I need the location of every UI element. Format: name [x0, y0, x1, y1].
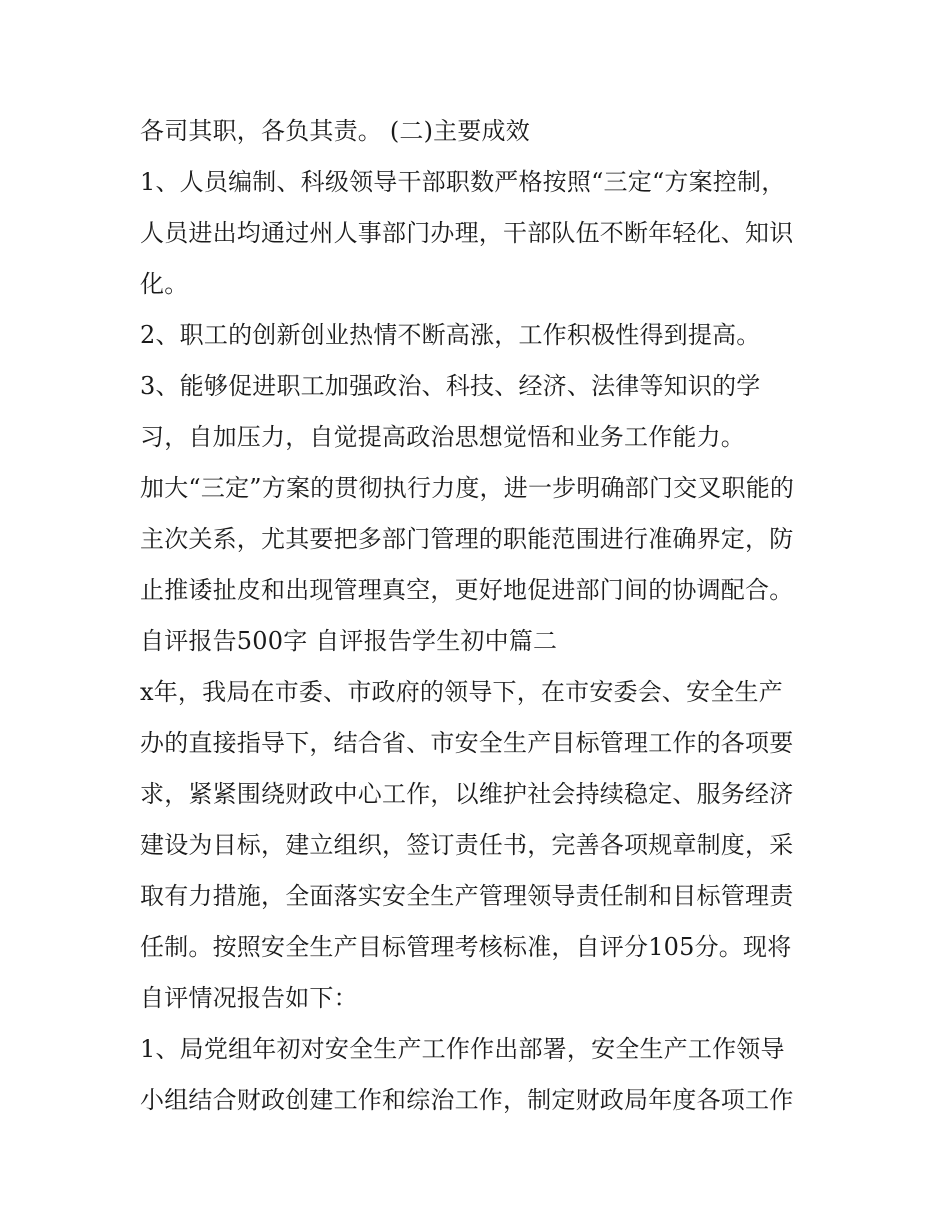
text-line: 加大“三定”方案的贯彻执行力度，进一步明确部门交叉职能的	[140, 474, 795, 502]
text-line: 化。	[140, 270, 189, 298]
text-line: 止推诿扯皮和出现管理真空，更好地促进部门间的协调配合。	[140, 576, 794, 604]
text-line: 求，紧紧围绕财政中心工作，以维护社会持续稳定、服务经济	[140, 780, 794, 808]
text-line: 习，自加压力，自觉提高政治思想觉悟和业务工作能力。	[140, 423, 745, 451]
text-line: 3、能够促进职工加强政治、科技、经济、法律等知识的学	[140, 372, 761, 400]
text-line: 2、职工的创新创业热情不断高涨，工作积极性得到提高。	[140, 321, 761, 349]
document-body	[140, 106, 820, 1126]
section-heading: 自评报告500字 自评报告学生初中篇二	[140, 627, 558, 655]
text-line: 自评情况报告如下：	[140, 984, 358, 1012]
text-line: 1、人员编制、科级领导干部职数严格按照“三定“方案控制，	[140, 168, 786, 196]
text-line: 建设为目标，建立组织，签订责任书，完善各项规章制度，采	[140, 831, 794, 859]
text-line: 1、局党组年初对安全生产工作作出部署，安全生产工作领导	[140, 1035, 785, 1063]
text-line: 任制。按照安全生产目标管理考核标准，自评分105分。现将	[140, 933, 792, 961]
text-line: 办的直接指导下，结合省、市安全生产目标管理工作的各项要	[140, 729, 794, 757]
text-line: 主次关系，尤其要把多部门管理的职能范围进行准确界定，防	[140, 525, 794, 553]
text-line: 小组结合财政创建工作和综治工作，制定财政局年度各项工作	[140, 1086, 794, 1114]
text-line: 取有力措施，全面落实安全生产管理领导责任制和目标管理责	[140, 882, 794, 910]
text-line: 各司其职，各负其责。 (二)主要成效	[140, 117, 530, 145]
text-line: x年，我局在市委、市政府的领导下，在市安委会、安全生产	[140, 678, 783, 706]
text-line: 人员进出均通过州人事部门办理，干部队伍不断年轻化、知识	[140, 219, 794, 247]
